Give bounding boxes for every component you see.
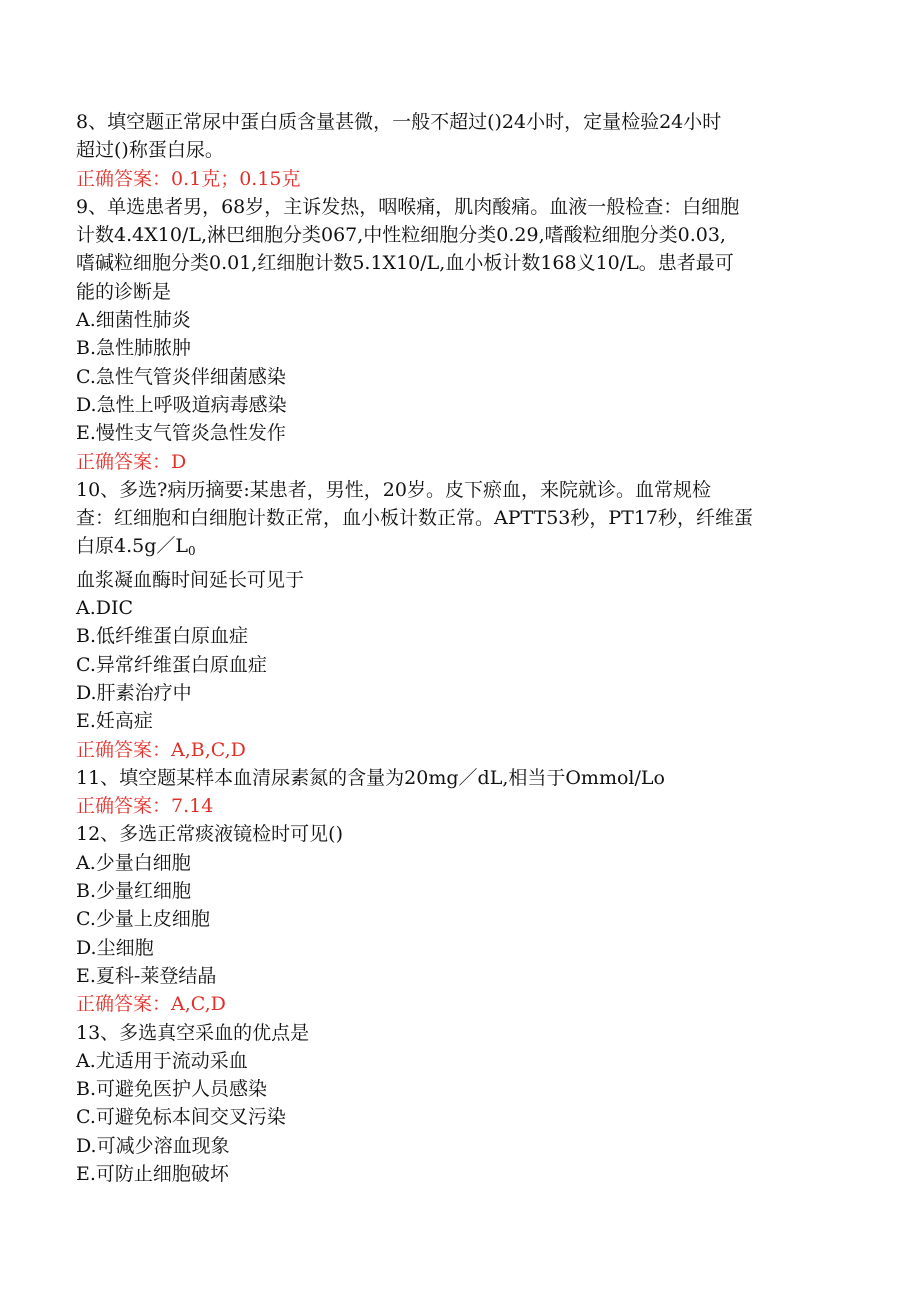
option-d: D.肝素治疗中 <box>76 681 192 704</box>
option-d: D.急性上呼吸道病毒感染 <box>76 393 287 416</box>
option-e: E.夏科-莱登结晶 <box>76 964 217 987</box>
option-a: A.DIC <box>76 597 134 620</box>
option-b: B.急性肺脓肿 <box>76 337 192 360</box>
answer-line: 正确答案：A,B,C,D <box>76 738 246 761</box>
question-stem-line: 10、多选?病历摘要:某患者，男性，20岁。皮下瘀血，来院就诊。血常规检 <box>76 478 711 501</box>
question-stem-line: 计数4.4X10/L,淋巴细胞分类067,中性粒细胞分类0.29,嗜酸粒细胞分类0.03, <box>76 224 726 247</box>
option-d: D.尘细胞 <box>76 936 154 959</box>
option-a: A.少量白细胞 <box>76 851 191 874</box>
option-a: A.细菌性肺炎 <box>76 309 191 332</box>
option-c: C.少量上皮细胞 <box>76 908 210 931</box>
option-a: A.尤适用于流动采血 <box>76 1049 248 1072</box>
question-stem-line: 嗜碱粒细胞分类0.01,红细胞计数5.1X10/L,血小板计数168义10/L。患者最可 <box>76 252 734 275</box>
question-11 <box>76 764 860 821</box>
answer-line: 正确答案：7.14 <box>76 795 214 818</box>
question-stem-line: 能的诊断是 <box>76 280 172 303</box>
option-c: C.异常纤维蛋白原血症 <box>76 653 267 676</box>
question-stem-line <box>76 532 860 565</box>
question-stem-line: 8、填空题正常尿中蛋白质含量甚微，一般不超过()24小时，定量检验24小时 <box>76 111 722 133</box>
question-stem-line: 11、填空题某样本血清尿素氮的含量为20mg／dL,相当于Ommol/Lo <box>76 766 665 789</box>
option-b: B.可避免医护人员感染 <box>76 1078 268 1101</box>
question-stem-line: 血浆凝血酶时间延长可见于 <box>76 568 305 591</box>
subscript: 0 <box>188 544 196 559</box>
answer-line: 正确答案：D <box>76 450 187 473</box>
option-e: E.慢性支气管炎急性发作 <box>76 422 286 445</box>
option-d: D.可减少溶血现象 <box>76 1134 230 1157</box>
option-e: E.妊高症 <box>76 710 153 733</box>
question-13 <box>76 1019 860 1189</box>
question-stem-line: 13、多选真空采血的优点是 <box>76 1021 310 1044</box>
option-e: E.可防止细胞破坏 <box>76 1162 229 1185</box>
option-c: C.可避免标本间交叉污染 <box>76 1106 286 1129</box>
question-12 <box>76 820 860 1018</box>
question-8 <box>76 108 860 193</box>
question-stem-line: 查：红细胞和白细胞计数正常，血小板计数正常。APTT53秒，PT17秒，纤维蛋 <box>76 507 754 530</box>
question-stem-line: 12、多选正常痰液镜检时可见() <box>76 823 344 846</box>
answer-line: 正确答案：A,C,D <box>76 993 226 1016</box>
option-c: C.急性气管炎伴细菌感染 <box>76 365 286 388</box>
option-b: B.少量红细胞 <box>76 880 192 903</box>
question-9 <box>76 193 860 476</box>
stem-text: 白原4.5g／L <box>76 535 188 558</box>
question-10 <box>76 476 860 764</box>
question-stem-line: 超过()称蛋白尿。 <box>76 139 224 162</box>
question-stem-line: 9、单选患者男，68岁，主诉发热，咽喉痛，肌肉酸痛。血液一般检查：白细胞 <box>76 195 740 218</box>
option-b: B.低纤维蛋白原血症 <box>76 625 249 648</box>
answer-line: 正确答案：0.1克；0.15克 <box>76 167 301 190</box>
